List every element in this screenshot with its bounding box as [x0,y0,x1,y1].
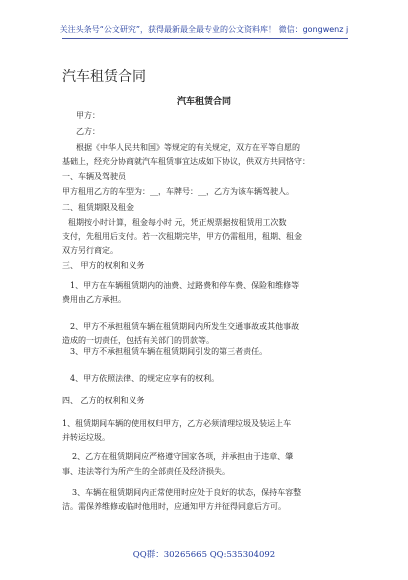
document-line: 4、甲方依照法律、的规定应享有的权利。 [70,374,220,383]
document-line: 造成的一切责任，包括有关部门的罚款等。 [62,336,214,345]
header-divider [62,38,348,39]
document-line: 租期按小时计算，租金每小时 元，凭正规票据按租赁用工次数 [68,218,287,227]
document-line: 一、车辆及驾驶员 [62,172,126,181]
document-line: 支付，先租用后支付。若一次租期完毕，甲方仍需租用，租期、租金 [62,232,302,241]
document-line: 洁。需保养维修或临时他用时，应通知甲方并征得同意后方可。 [62,502,286,511]
document-title: 汽车租赁合同 [176,97,231,107]
document-line: 3、甲方不承担租赁车辆在租赁期间引发的第三者责任。 [70,347,268,356]
document-line: 根据《中华人民共和国》等规定的有关规定，双方在平等自愿的 [76,143,300,152]
footer-contact: QQ群：30265665 QQ:535304092 [132,550,276,560]
document-line: 2、甲方不承担租赁车辆在租赁期间内所发生交通事故或其他事故 [70,322,300,331]
document-line: 甲方租用乙方的车型为：__，车牌号：__，乙方为该车辆驾驶人。 [62,187,294,196]
document-line: 事、违法等行为所产生的全部责任及经济损失。 [62,467,230,476]
header-banner: 关注头条号“公文研究”，获得最新最全最专业的公文资料库！ 微信：gongwenz j [59,25,349,34]
document-line: 1、租赁期间车辆的使用权归甲方，乙方必须清理垃圾及装运上车 [62,419,292,428]
document-line: 并转运垃圾。 [62,433,110,442]
document-heading: 汽车租赁合同 [62,69,146,85]
document-line: 基础上，经充分协商就汽车租赁事宜达成如下协议，供双方共同恪守： [62,157,310,166]
document-line: 1、甲方在车辆租赁期内的油费、过路费和停车费、保险和维修等 [70,281,300,290]
document-line: 3、车辆在租赁期间内正常使用时应处于良好的状态，保持车容整 [72,488,302,497]
document-line: 甲方： [76,111,100,120]
document-line: 二、租赁期限及租金 [62,203,134,212]
document-line: 三、 甲方的权利和义务 [62,261,145,270]
document-line: 乙方： [76,127,100,136]
document-line: 2、乙方在租赁期间应严格遵守国家各项，并承担由于违章、肇 [72,452,294,461]
document-line: 双方另行商定。 [62,246,118,255]
document-line: 四、 乙方的权利和义务 [62,396,145,405]
document-line: 费用由乙方承担。 [62,295,126,304]
